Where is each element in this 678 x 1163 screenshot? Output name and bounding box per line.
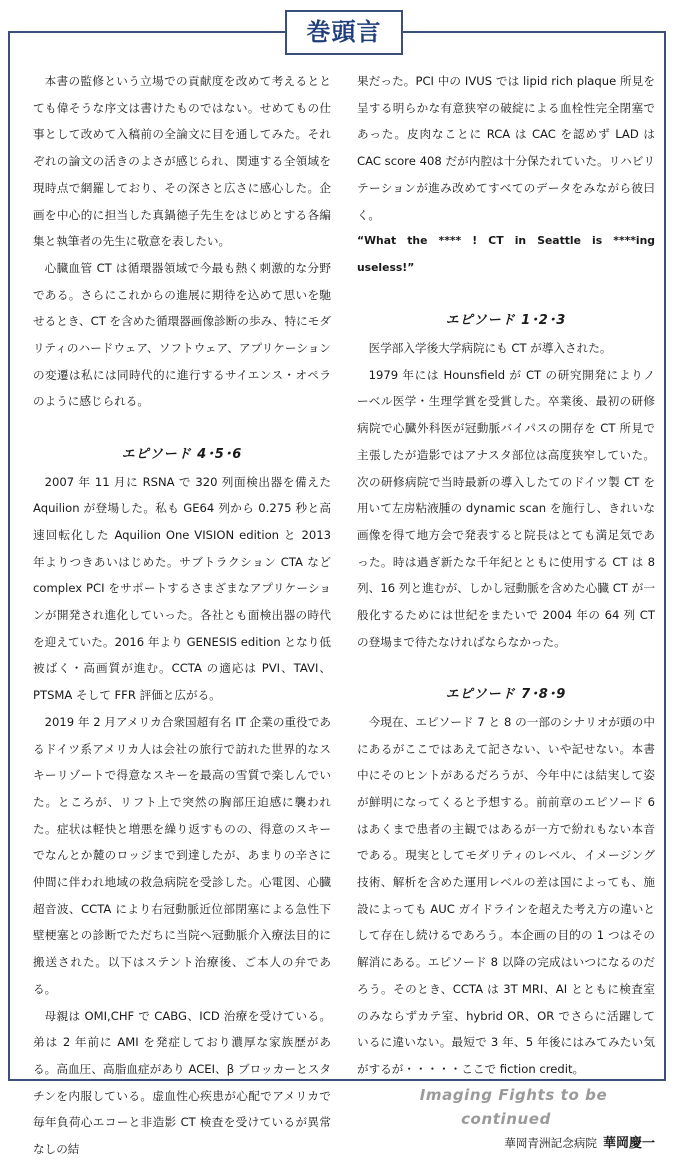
paragraph-intro: 本書の監修という立場での貢献度を改めて考えるととても偉そうな序文は書けたものではない。せめてもの仕事として改めて入稿前の全論文に目を通してみた。それぞれの論文の活きのよさが感じられ、関連する全領域を現時点で網羅しており、その深さと広さに感心した。企画を中心的に担当した真鍋徳子先生をはじめとする各編集と執筆者の先生に敬意を表したい。 — [33, 74, 331, 249]
heading-episode-123: エピソード 1･2･3 — [445, 313, 567, 329]
paragraph-aquilion: 2007 年 11 月に RSNA で 320 列面検出器を備えた Aquilion が登場した。私も GE64 列から 0.275 秒と高速回転化した Aquilion One VISION edition と 2013 年よりつきあいはじめた。サブトラクション CTA など complex PCI をサポートするさまざまなアプリケーションが開発され進化していった。各社とも面検出器の時代を迎えていた。2016 年より GENESIS edition となり低被ばく・高画質が進む。CCTA の適応は PVI、TAVI、PTSMA そして FFR 評価と広がる。 — [33, 474, 331, 703]
signature-author — [357, 1131, 655, 1156]
page-title: 巻頭言 — [285, 10, 403, 55]
paragraph-hounsfield: 1979 年には Hounsfield が CT の研究開発によりノーベル医学・生理学賞を受賞した。卒業後、最初の研修病院で心臓外科医が冠動脈バイパスの開存を CT 所見で主張したが造影ではアナスタ部位は高度狭窄していた。次の研修病院で当時最新の導入したてのドイツ製 CT を用いて左房粘液腫の dynamic scan を施行し、きれいな画像を得て地方会で発表すると院長はとても満足気であった。時は過ぎ新たな千年紀とともに使用する CT は 8 列、16 列と進むが、しかし冠動脈を含めた心臓 CT が一般化するためには世紀をまたいで 2004 年の 64 列 CT の登場まで待たなければならなかった。 — [357, 367, 655, 649]
paragraph-patient-story: 2019 年 2 月アメリカ合衆国超有名 IT 企業の重役であるドイツ系アメリカ人は会社の旅行で訪れた世界的なスキーリゾートで得意なスキーを最高の雪質で楽しんでいた。ところが、リフト上で突然の胸部圧迫感に襲われた。症状は軽快と増悪を繰り返すものの、得意のスキーでなんとか麓のロッジまで到達したが、あまりの辛さに仲間に伴われ地域の救急病院を受診した。心電図、心臓超音波、CCTA により右冠動脈近位部閉塞による急性下壁梗塞との診断でただちに当院へ冠動脈介入療法目的に搬送された。以下はステント治療後、ご本人の弁である。 — [33, 714, 331, 996]
heading-episode-456: エピソード 4･5･6 — [121, 446, 243, 462]
author-name: 華岡慶一 — [602, 1135, 655, 1151]
paragraph-future: 今現在、エピソード 7 と 8 の一部のシナリオが頭の中にあるがここではあえて記さない、いや記せない。本書中にそのヒントがあるだろうが、今年中には結実して姿が鮮明になってくると予想する。前前章のエピソード 6 はあくまで患者の主観ではあるが一方で紛れもない本音である。現実としてモダリティのレベル、イメージング技術、解析を含めた運用レベルの差は国によっても、施設によっても AUC ガイドラインを超えた考え方の違いとして存在し続けるであろう。本企画の目的の 1 つはその解消にある。エピソード 8 以降の完成はいつになるのだろう。そのとき、CCTA は 3T MRI、AI とともに検査室のみならずカテ室、hybrid OR、OR でさらに活躍しているに違いない。最短で 3 年、5 年後にはみてみたい気がするが・・・・・ここで fiction credit。 — [357, 714, 655, 1076]
right-column — [357, 68, 655, 1156]
paragraph-family-history: 母親は OMI,CHF で CABG、ICD 治療を受けている。弟は 2 年前に AMI を発症しており濃厚な家族歴がある。高血圧、高脂血症があり ACEI、β ブロッカーとスタチンを内服している。虚血性心疾患が心配でアメリカで毎年負荷心エコーと非造影 CT 検査を受けているが異常なしの結 — [33, 1008, 331, 1157]
signature-tagline: Imaging Fights to be continued — [419, 1085, 608, 1128]
author-affiliation: 華岡青洲記念病院 — [504, 1135, 597, 1150]
paragraph-ct-introduced: 医学部入学後大学病院にも CT が導入された。 — [368, 341, 612, 356]
quote-seattle: “What the **** ! CT in Seattle is ****ing useless!” — [357, 234, 655, 274]
heading-episode-789: エピソード 7･8･9 — [445, 687, 567, 703]
paragraph-ivus-result: 果だった。PCI 中の IVUS では lipid rich plaque 所見を呈する明らかな有意狭窄の破綻による血栓性完全閉塞であった。皮肉なことに RCA は CAC を認めず LAD は CAC score 408 だが内腔は十分保たれていた。リハビリテーションが進み改めてすべてのデータをみながら彼曰く。 — [357, 74, 655, 222]
paragraph-cardiac-ct: 心臓血管 CT は循環器領域で今最も熱く刺激的な分野である。さらにこれからの進展に期待を込めて思いを馳せるとき、CT を含めた循環器画像診断の歩み、特にモダリティのハードウェア、ソフトウェア、アプリケーションの変遷は私には同時代的に進行するサイエンス・オペラのように感じられる。 — [33, 260, 331, 409]
left-column — [33, 68, 331, 1163]
